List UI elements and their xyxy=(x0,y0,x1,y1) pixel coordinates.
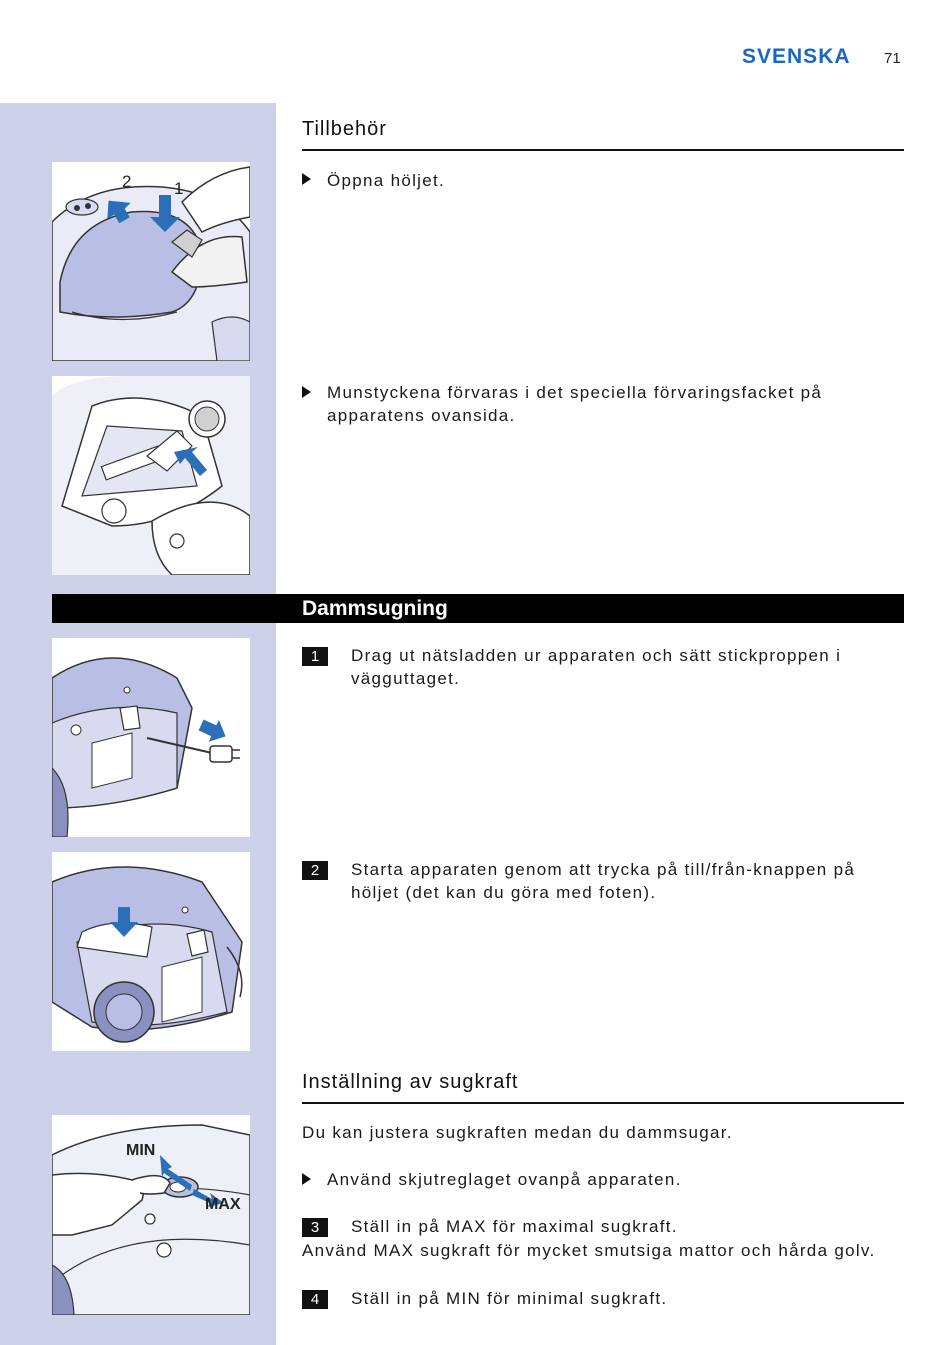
step3-note: Använd MAX sugkraft för mycket smutsiga mattor och hårda golv. xyxy=(302,1241,876,1260)
bullet-icon xyxy=(302,1173,311,1185)
accessories-item-2: Munstyckena förvaras i det speciella förvaringsfacket på apparatens ovansida. xyxy=(327,383,823,425)
accessories-item-1: Öppna höljet. xyxy=(327,171,446,190)
language-label: SVENSKA xyxy=(742,45,851,68)
figure-storage xyxy=(52,376,250,575)
suction-bullet: Använd skjutreglaget ovanpå apparaten. xyxy=(327,1170,682,1189)
figure-label-1: 1 xyxy=(174,179,184,198)
section-title-suction: Inställning av sugkraft xyxy=(302,1071,519,1093)
section-title-vacuuming: Dammsugning xyxy=(302,597,448,620)
bullet-icon xyxy=(302,386,311,398)
step-text-1: Drag ut nätsladden ur apparaten och sätt stickproppen i vägguttaget. xyxy=(351,646,842,688)
step-number-3: 3 xyxy=(302,1218,328,1237)
bullet-icon xyxy=(302,173,311,185)
step-number-4: 4 xyxy=(302,1290,328,1309)
figure-label-max: MAX xyxy=(205,1196,241,1213)
section-title-accessories: Tillbehör xyxy=(302,118,387,140)
figure-label-min: MIN xyxy=(126,1142,156,1159)
figure-open-cover xyxy=(52,162,250,361)
section-rule xyxy=(302,1102,904,1104)
step-text-3: Ställ in på MAX för maximal sugkraft. xyxy=(351,1217,678,1236)
step-text-4: Ställ in på MIN för minimal sugkraft. xyxy=(351,1289,668,1308)
section-rule xyxy=(302,149,904,151)
figure-plug xyxy=(52,638,250,837)
step-number-2: 2 xyxy=(302,861,328,880)
step-number-1: 1 xyxy=(302,647,328,666)
step-text-2: Starta apparaten genom att trycka på till/från-knappen på höljet (det kan du göra med foten). xyxy=(351,860,856,902)
figure-label-2: 2 xyxy=(122,172,132,191)
section-bar-vacuuming xyxy=(52,594,904,623)
figure-suction-slider xyxy=(52,1115,250,1315)
suction-intro: Du kan justera sugkraften medan du dammsugar. xyxy=(302,1123,733,1142)
page-number: 71 xyxy=(884,50,901,67)
figure-start xyxy=(52,852,250,1051)
